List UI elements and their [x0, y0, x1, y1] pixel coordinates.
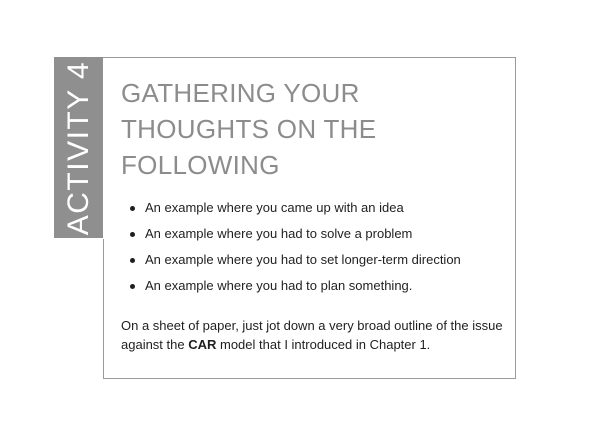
instructions-after: model that I introduced in Chapter 1. — [216, 337, 431, 352]
activity-tab-label: ACTIVITY 4 — [62, 60, 95, 235]
bullet-item-plan: An example where you had to plan something. — [103, 273, 503, 299]
activity-title-line-1: GATHERING YOUR — [121, 78, 360, 108]
bullet-item-solve-problem: An example where you had to solve a problem — [103, 221, 503, 247]
activity-title-line-2: THOUGHTS ON THE — [121, 114, 377, 144]
bullet-item-idea: An example where you came up with an idea — [103, 195, 503, 221]
car-model-term: CAR — [188, 337, 217, 352]
activity-card — [103, 57, 516, 379]
activity-title — [121, 75, 501, 183]
instructions-before: On a sheet of paper, just jot down a very broad outline of the issue against the — [121, 318, 503, 352]
bullet-item-direction: An example where you had to set longer-term direction — [103, 247, 503, 273]
instructions-text — [121, 316, 506, 354]
activity-tab — [54, 57, 104, 238]
bullet-list — [103, 195, 503, 299]
activity-title-line-3: FOLLOWING — [121, 150, 280, 180]
